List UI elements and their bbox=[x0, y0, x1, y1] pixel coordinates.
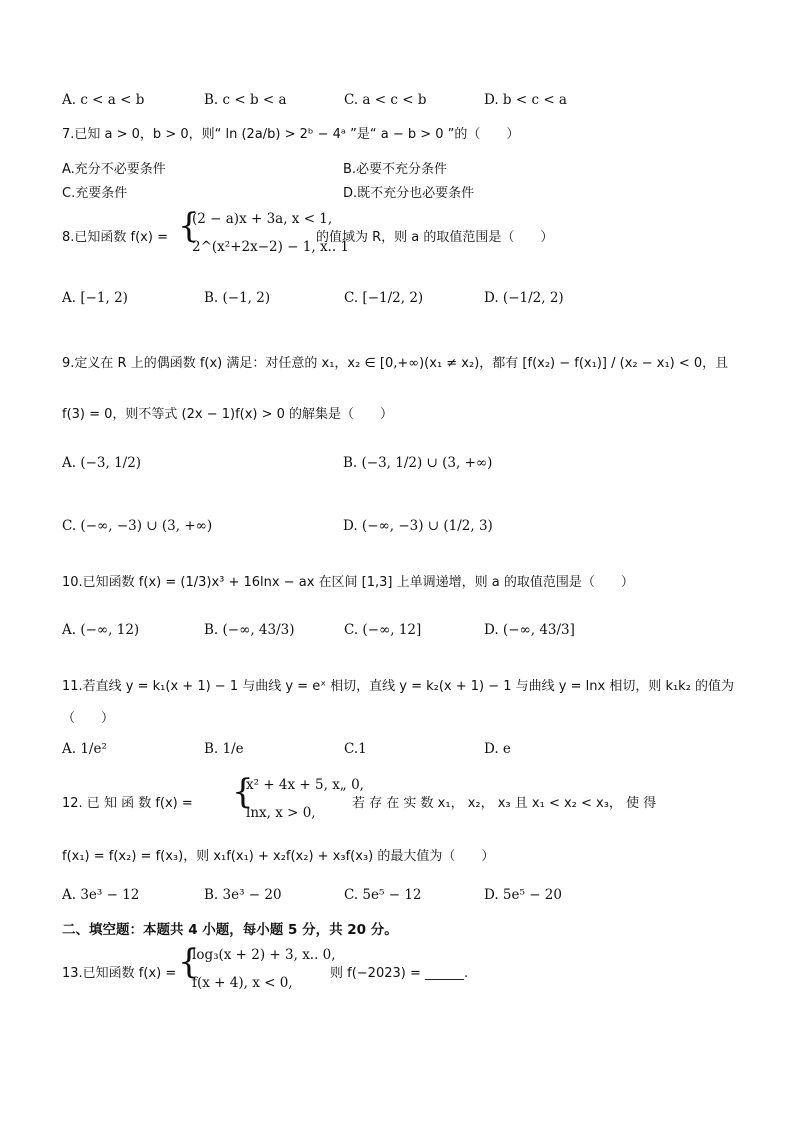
q6-option-a: A. c < a < b bbox=[62, 92, 145, 108]
q7-option-a: A.充分不必要条件 bbox=[62, 162, 166, 177]
q8-piece-1: (2 − a)x + 3a, x < 1, bbox=[192, 211, 333, 227]
q13-piece-2: f(x + 4), x < 0, bbox=[192, 975, 293, 991]
q11-option-b: B. 1/e bbox=[204, 741, 244, 757]
q11-option-d: D. e bbox=[484, 741, 511, 757]
q12-line-2: f(x₁) = f(x₂) = f(x₃)，则 x₁f(x₁) + x₂f(x₂) + x₃f(x₃) 的最大值为（ ） bbox=[62, 849, 495, 864]
q11-line-2: （ ） bbox=[62, 711, 115, 726]
q6-option-c: C. a < c < b bbox=[344, 92, 427, 108]
q6-option-b: B. c < b < a bbox=[204, 92, 287, 108]
q12-option-b: B. 3e³ − 20 bbox=[204, 887, 282, 903]
q12-piece-2: lnx, x > 0, bbox=[246, 805, 316, 821]
q8-stem-prefix: 8.已知函数 f(x) = bbox=[62, 230, 168, 245]
q8-option-b: B. (−1, 2) bbox=[204, 290, 271, 306]
q9-option-c: C. (−∞, −3) ∪ (3, +∞) bbox=[62, 518, 213, 534]
q6-option-d: D. b < c < a bbox=[484, 92, 567, 108]
q12-option-c: C. 5e⁵ − 12 bbox=[344, 887, 422, 903]
q11-option-a: A. 1/e² bbox=[62, 741, 107, 757]
q10-stem: 10.已知函数 f(x) = (1/3)x³ + 16lnx − ax 在区间 [1,3] 上单调递增，则 a 的取值范围是（ ） bbox=[62, 575, 634, 590]
q11-option-c: C.1 bbox=[344, 741, 367, 757]
q8-option-d: D. (−1/2, 2) bbox=[484, 290, 564, 306]
q9-option-a: A. (−3, 1/2) bbox=[62, 455, 142, 471]
q9-line-2: f(3) = 0，则不等式 (2x − 1)f(x) > 0 的解集是（ ） bbox=[62, 407, 394, 422]
q8-option-c: C. [−1/2, 2) bbox=[344, 290, 424, 306]
q13-stem-prefix: 13.已知函数 f(x) = bbox=[62, 966, 177, 981]
q7-option-b: B.必要不充分条件 bbox=[343, 162, 448, 177]
q12-option-a: A. 3e³ − 12 bbox=[62, 887, 140, 903]
q10-option-d: D. (−∞, 43/3] bbox=[484, 622, 575, 638]
q9-option-b: B. (−3, 1/2) ∪ (3, +∞) bbox=[343, 455, 493, 471]
q10-option-b: B. (−∞, 43/3) bbox=[204, 622, 295, 638]
q9-option-d: D. (−∞, −3) ∪ (1/2, 3) bbox=[343, 518, 493, 534]
q8-stem-suffix: 的值域为 R，则 a 的取值范围是（ ） bbox=[316, 230, 554, 245]
q8-option-a: A. [−1, 2) bbox=[62, 290, 128, 306]
q7-option-d: D.既不充分也必要条件 bbox=[343, 186, 475, 201]
q12-stem-prefix: 12. 已 知 函 数 f(x) = bbox=[62, 796, 193, 811]
q13-brace: { bbox=[178, 942, 200, 982]
q12-option-d: D. 5e⁵ − 20 bbox=[484, 887, 562, 903]
q11-line-1: 11.若直线 y = k₁(x + 1) − 1 与曲线 y = eˣ 相切，直线 y = k₂(x + 1) − 1 与曲线 y = lnx 相切，则 k₁k₂ 的值为 bbox=[62, 679, 735, 694]
q7-option-c: C.充要条件 bbox=[62, 186, 128, 201]
q9-line-1: 9.定义在 R 上的偶函数 f(x) 满足：对任意的 x₁，x₂ ∈ [0,+∞)(x₁ ≠ x₂)，都有 [f(x₂) − f(x₁)] / (x₂ − x₁) < 0，且 bbox=[62, 356, 729, 371]
q12-piece-1: x² + 4x + 5, x„ 0, bbox=[246, 777, 364, 793]
q12-stem-suffix: 若 存 在 实 数 x₁， x₂， x₃ 且 x₁ < x₂ < x₃， 使 得 bbox=[352, 796, 657, 811]
q10-option-a: A. (−∞, 12) bbox=[62, 622, 140, 638]
q10-option-c: C. (−∞, 12] bbox=[344, 622, 422, 638]
q13-stem-suffix: 则 f(−2023) = ______. bbox=[330, 966, 469, 981]
q8-brace: { bbox=[178, 206, 200, 246]
q13-piece-1: log₃(x + 2) + 3, x.. 0, bbox=[192, 947, 336, 963]
q7-stem: 7.已知 a > 0，b > 0，则“ ln (2a/b) > 2ᵇ − 4ᵃ ”是“ a − b > 0 ”的（ ） bbox=[62, 127, 520, 142]
section-2-heading: 二、填空题：本题共 4 小题，每小题 5 分，共 20 分。 bbox=[62, 922, 398, 938]
q8-piece-2: 2^(x²+2x−2) − 1, x.. 1 bbox=[192, 239, 350, 255]
q12-brace: { bbox=[232, 772, 254, 812]
